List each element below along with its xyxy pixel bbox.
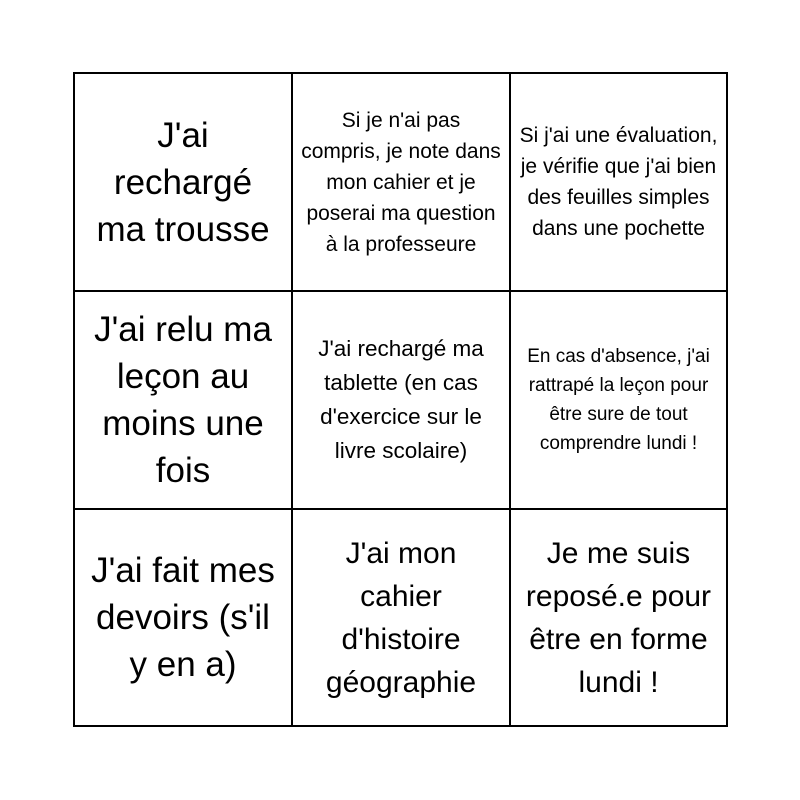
bingo-cell-text: Je me suis reposé.e pour être en forme lundi ! [525, 536, 712, 699]
bingo-cell-text: J'ai mon cahier d'histoire géographie [325, 536, 477, 699]
bingo-cell-text: Si je n'ai pas compris, je note dans mon cahier et je poserai ma question à la professeure [301, 108, 501, 256]
bingo-cell[interactable] [293, 510, 511, 725]
bingo-cell-text: J'ai rechargé ma tablette (en cas d'exercice sur le livre scolaire) [318, 336, 484, 463]
bingo-cell[interactable] [293, 74, 511, 292]
bingo-cell-text: J'ai rechargé ma trousse [96, 115, 270, 249]
bingo-cell[interactable] [511, 510, 726, 725]
bingo-cell-text: J'ai fait mes devoirs (s'il y en a) [91, 551, 275, 684]
bingo-cell[interactable] [511, 292, 726, 510]
bingo-cell[interactable] [293, 292, 511, 510]
bingo-cell-text: J'ai relu ma leçon au moins une fois [94, 310, 272, 490]
bingo-cell-text: En cas d'absence, j'ai rattrapé la leçon pour être sure de tout comprendre lundi ! [527, 346, 710, 454]
bingo-cell-text: Si j'ai une évaluation, je vérifie que j'ai bien des feuilles simples dans une pochette [519, 124, 718, 240]
bingo-cell[interactable] [75, 510, 293, 725]
bingo-cell[interactable] [75, 292, 293, 510]
bingo-cell[interactable] [511, 74, 726, 292]
bingo-card [73, 72, 728, 727]
bingo-cell[interactable] [75, 74, 293, 292]
